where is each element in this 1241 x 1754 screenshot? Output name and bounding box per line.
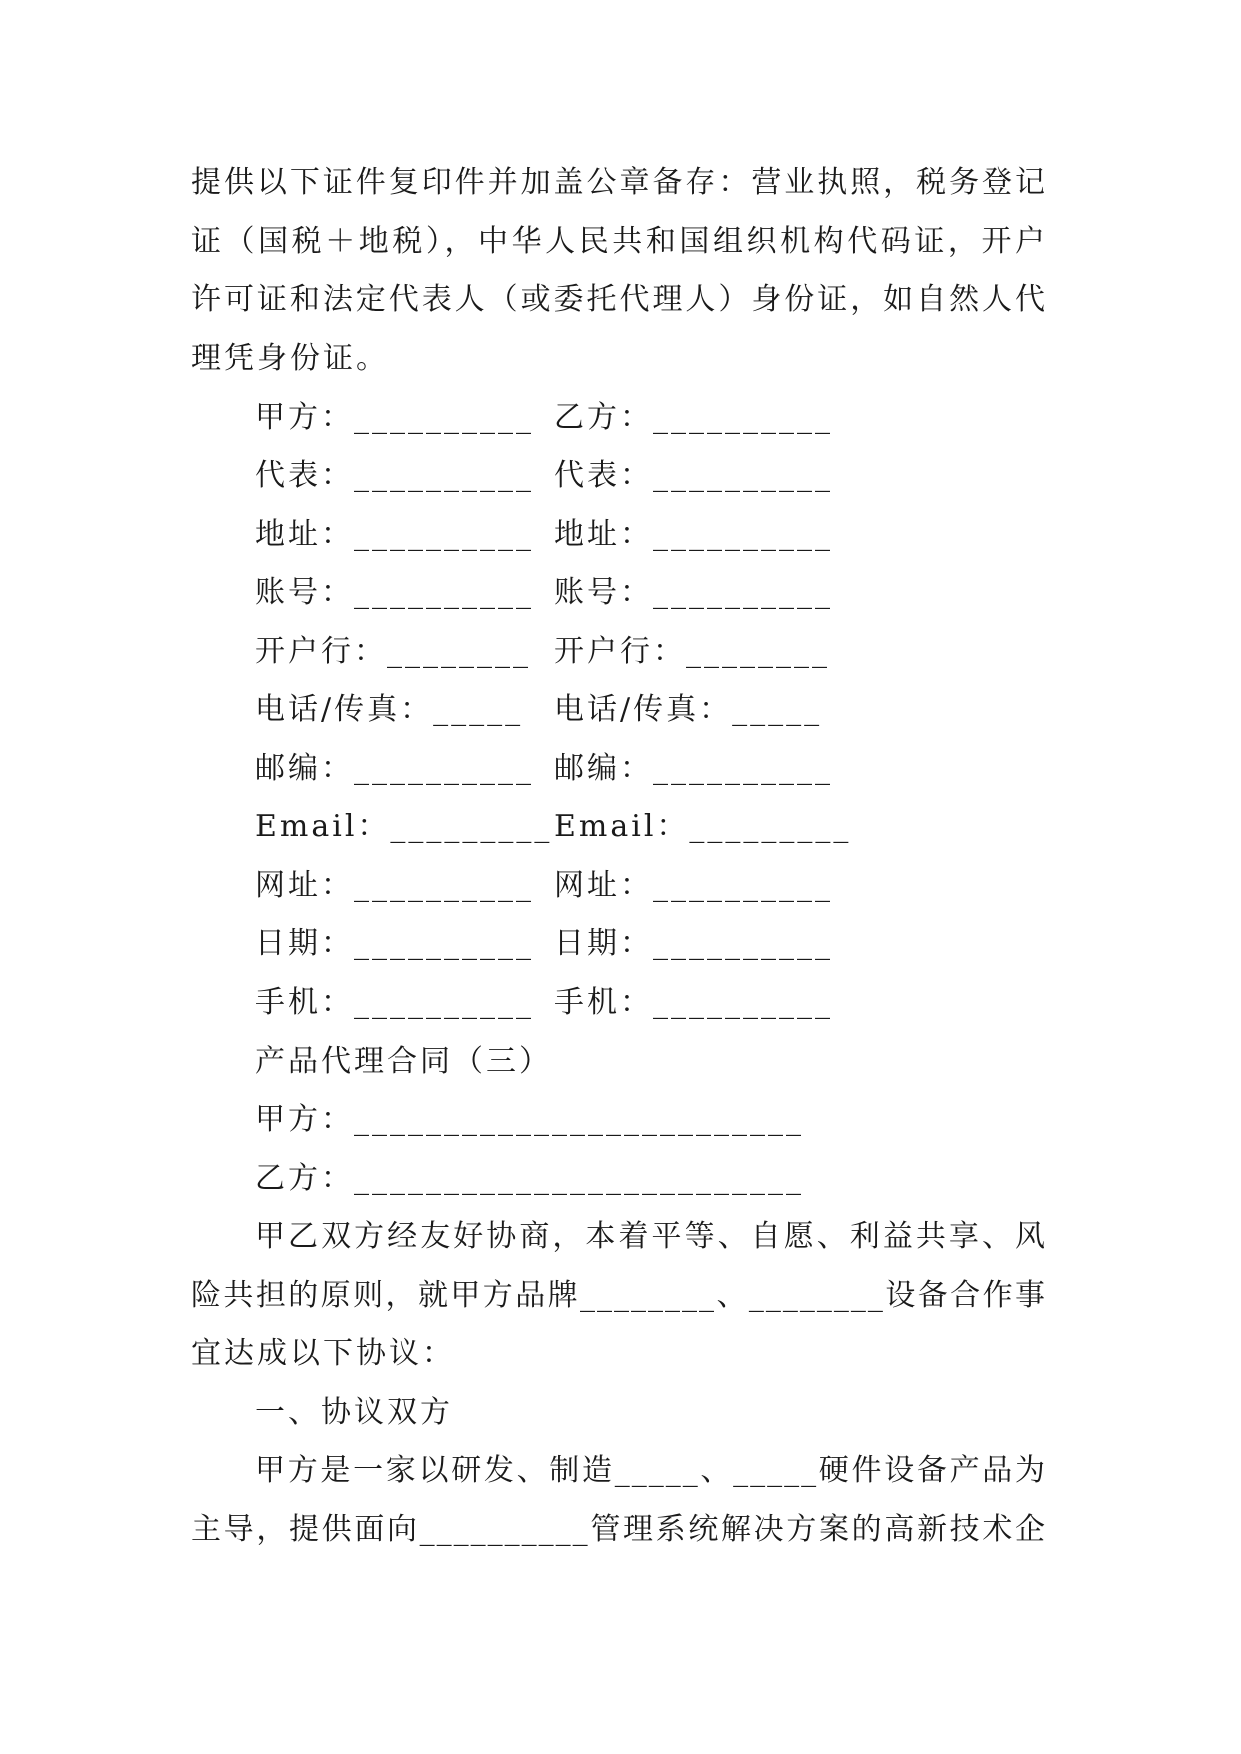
party-b-field: 地址：__________ (554, 517, 833, 552)
intro-line: 证（国税＋地税），中华人民共和国组织机构代码证，开户 (191, 224, 1047, 259)
party-a-field: Email：_________ (255, 809, 553, 844)
party-a-field: 代表：__________ (255, 458, 534, 493)
party-b-field: 日期：__________ (554, 926, 833, 961)
party-b-field: 代表：__________ (554, 458, 833, 493)
party-a-field: 甲方：__________ (255, 400, 534, 435)
party-a-field: 手机：__________ (255, 985, 534, 1020)
section-heading: 一、协议双方 (255, 1395, 453, 1430)
party-b-line: 乙方：_________________________ (255, 1161, 804, 1196)
party-b-field: 乙方：__________ (554, 400, 833, 435)
party-a-field: 账号：__________ (255, 575, 534, 610)
party-b-field: 网址：__________ (554, 868, 833, 903)
intro-line: 提供以下证件复印件并加盖公章备存：营业执照，税务登记 (191, 165, 1047, 200)
party-a-field: 邮编：__________ (255, 751, 534, 786)
body-line: 甲乙双方经友好协商，本着平等、自愿、利益共享、风 (255, 1219, 1047, 1254)
intro-line: 许可证和法定代表人（或委托代理人）身份证，如自然人代 (191, 282, 1047, 317)
party-b-field: 账号：__________ (554, 575, 833, 610)
section-line: 主导，提供面向__________管理系统解决方案的高新技术企 (191, 1512, 1047, 1547)
intro-line: 理凭身份证。 (191, 341, 389, 376)
party-b-field: 开户行：________ (554, 634, 830, 669)
party-a-field: 电话/传真：_____ (255, 692, 524, 727)
party-b-field: 电话/传真：_____ (554, 692, 823, 727)
party-b-field: Email：_________ (554, 809, 852, 844)
party-a-field: 地址：__________ (255, 517, 534, 552)
party-b-field: 手机：__________ (554, 985, 833, 1020)
body-line: 宜达成以下协议： (191, 1336, 455, 1371)
party-a-field: 开户行：________ (255, 634, 531, 669)
party-b-field: 邮编：__________ (554, 751, 833, 786)
party-a-field: 日期：__________ (255, 926, 534, 961)
party-a-field: 网址：__________ (255, 868, 534, 903)
party-a-line: 甲方：_________________________ (255, 1102, 804, 1137)
contract-title: 产品代理合同（三） (255, 1044, 552, 1079)
section-line: 甲方是一家以研发、制造_____、_____硬件设备产品为 (255, 1453, 1047, 1488)
body-line: 险共担的原则，就甲方品牌________、________设备合作事 (191, 1278, 1047, 1313)
